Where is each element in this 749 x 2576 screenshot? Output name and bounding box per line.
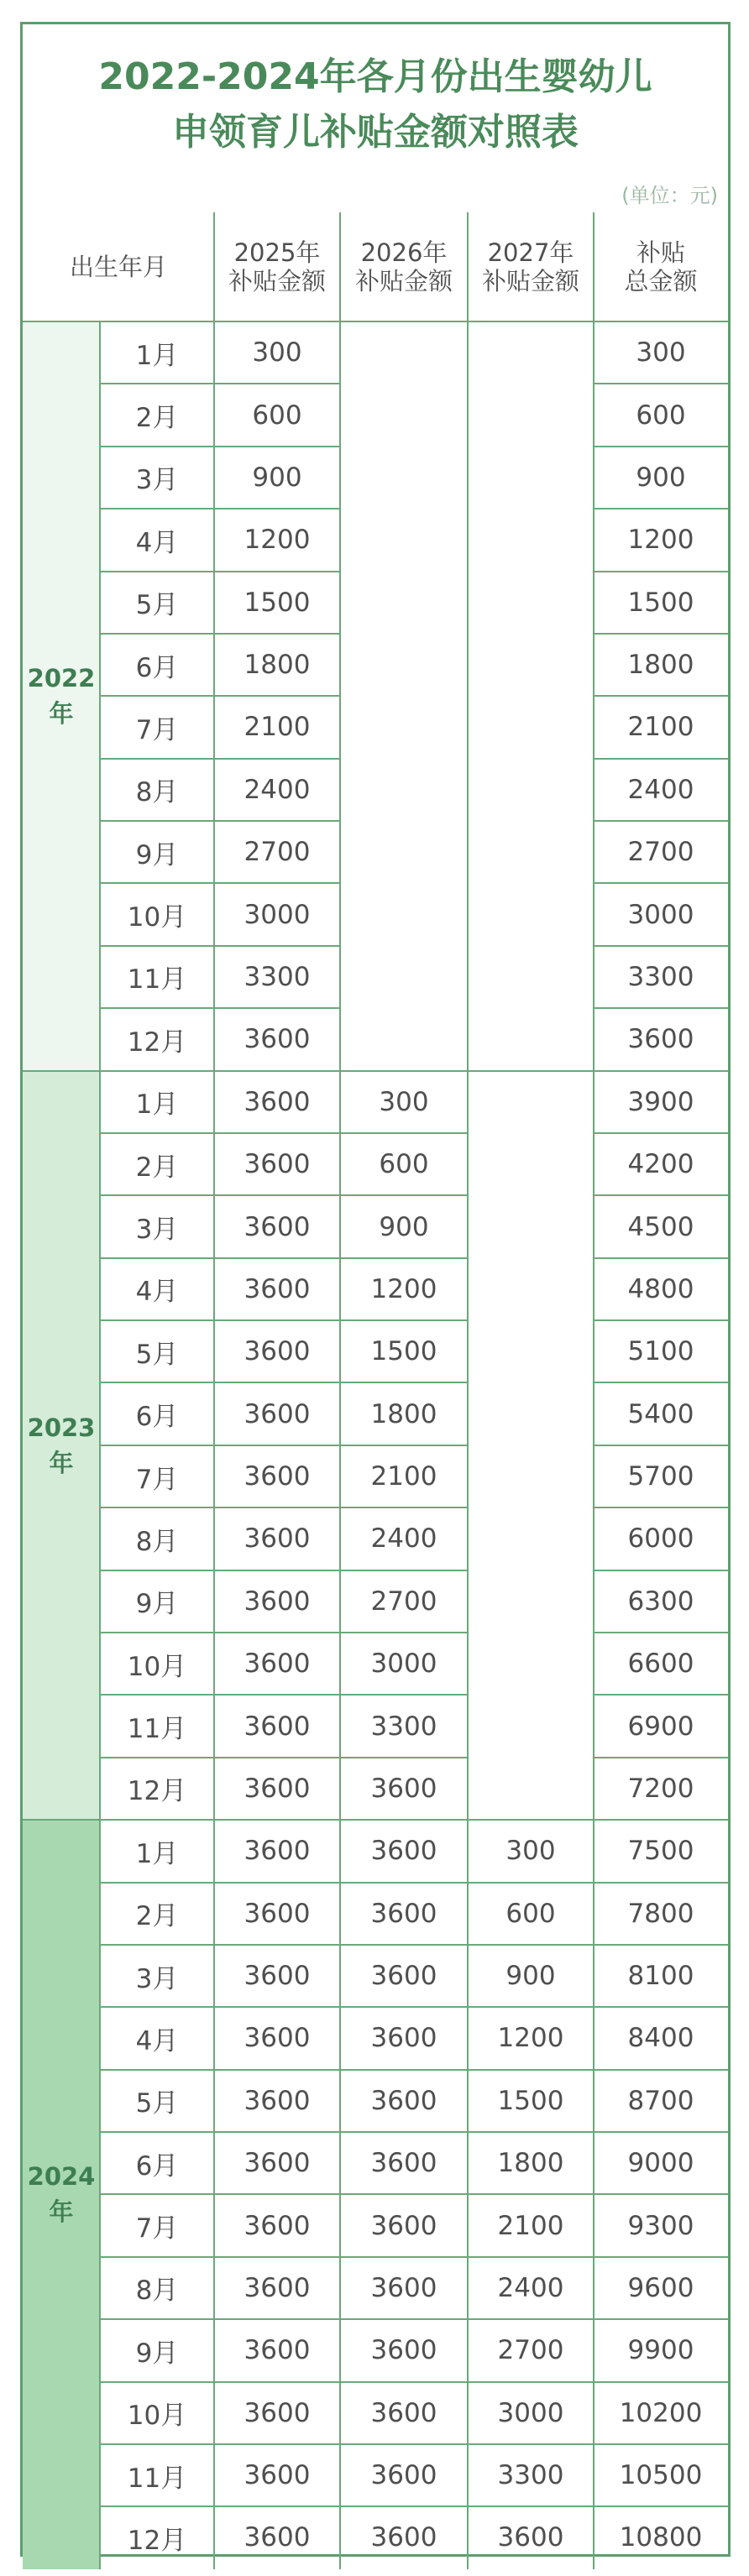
- total-subsidy-cell: 7500: [627, 1836, 694, 1867]
- grid-line-h: [594, 1319, 728, 1321]
- grid-line-h: [340, 2006, 468, 2008]
- grid-line-h: [340, 2443, 468, 2445]
- subsidy-2025-cell: 3600: [244, 2210, 311, 2241]
- subsidy-2026-cell: 3600: [370, 2522, 437, 2553]
- header-2025-subsidy: [214, 212, 340, 321]
- month-cell: 5月: [135, 590, 179, 621]
- total-subsidy-cell: 10500: [619, 2460, 703, 2491]
- subsidy-2027-cell: 2700: [497, 2335, 564, 2366]
- grid-line-h: [594, 2318, 728, 2320]
- month-cell: 5月: [135, 1339, 179, 1370]
- grid-line-h: [100, 2131, 340, 2133]
- total-subsidy-cell: 5100: [627, 1336, 694, 1367]
- subsidy-table-frame: [20, 22, 731, 2557]
- grid-line-h: [100, 2256, 340, 2258]
- subsidy-2025-cell: 300: [252, 337, 302, 368]
- month-cell: 1月: [135, 340, 179, 371]
- grid-line-h: [340, 1194, 468, 1196]
- total-subsidy-cell: 8100: [627, 1961, 694, 1992]
- grid-line-h: [594, 571, 728, 572]
- subsidy-2025-cell: 900: [252, 462, 302, 493]
- grid-line-h: [100, 1132, 340, 1134]
- year-label-text: 年: [49, 1448, 74, 1477]
- month-cell: 2月: [135, 403, 179, 434]
- grid-line-h: [468, 2318, 594, 2320]
- subsidy-2025-cell: 2700: [244, 837, 311, 868]
- grid-line-h: [594, 2256, 728, 2258]
- grid-line-h: [468, 1944, 594, 1946]
- grid-line-h: [594, 1694, 728, 1696]
- month-cell: 9月: [135, 839, 179, 870]
- total-subsidy-cell: 6000: [627, 1523, 694, 1554]
- total-subsidy-cell: 10200: [619, 2397, 703, 2428]
- grid-line-h: [340, 1882, 468, 1884]
- subsidy-2026-cell: 3300: [370, 1711, 437, 1742]
- grid-line-h: [100, 2318, 340, 2320]
- subsidy-2027-cell: 600: [505, 1898, 556, 1929]
- subsidy-2025-cell: 3600: [244, 2397, 311, 2428]
- month-cell: 4月: [135, 1277, 179, 1308]
- grid-line-h: [100, 1694, 340, 1696]
- grid-line-h: [100, 1507, 340, 1508]
- grid-line-h: [468, 2193, 594, 2195]
- grid-line-h: [594, 695, 728, 697]
- subsidy-2026-cell: 600: [379, 1149, 429, 1180]
- month-cell: 6月: [135, 1402, 179, 1433]
- total-subsidy-cell: 8700: [627, 2085, 694, 2116]
- grid-line-h: [100, 882, 340, 884]
- total-subsidy-cell: 6300: [627, 1586, 694, 1617]
- total-subsidy-cell: 9300: [627, 2210, 694, 2241]
- year-label-text: 年: [49, 2197, 74, 2227]
- subsidy-2025-cell: 3600: [244, 2272, 311, 2303]
- subsidy-2027-cell: 1200: [497, 2023, 564, 2054]
- grid-line-h: [468, 2131, 594, 2133]
- subsidy-2025-cell: 3600: [244, 1273, 311, 1304]
- month-cell: 9月: [135, 2338, 179, 2369]
- subsidy-2025-cell: 3600: [244, 2085, 311, 2116]
- grid-line-h: [100, 508, 340, 509]
- subsidy-2025-cell: 2100: [244, 712, 311, 743]
- grid-line-h: [594, 945, 728, 947]
- grid-line-h: [23, 1070, 728, 1072]
- header-total-subsidy-line: 补贴: [636, 238, 685, 267]
- month-cell: 8月: [135, 777, 179, 808]
- subsidy-2025-cell: 3600: [244, 1398, 311, 1429]
- grid-line-h: [340, 1319, 468, 1321]
- grid-line-h: [468, 2069, 594, 2071]
- grid-line-h: [100, 1319, 340, 1321]
- grid-line-h: [594, 1445, 728, 1446]
- subsidy-2026-cell: 3600: [370, 2210, 437, 2241]
- subsidy-2027-cell: 3000: [497, 2397, 564, 2428]
- year-label-2024: [23, 1820, 100, 2569]
- subsidy-2026-cell: 3600: [370, 2023, 437, 2054]
- subsidy-2026-cell: 2400: [370, 1523, 437, 1554]
- grid-line-h: [100, 1944, 340, 1946]
- grid-line-h: [100, 820, 340, 822]
- grid-line-v: [99, 321, 101, 2569]
- header-2027-subsidy: [468, 212, 594, 321]
- grid-line-h: [340, 2069, 468, 2071]
- grid-line-h: [594, 446, 728, 447]
- subsidy-2025-cell: 3600: [244, 1711, 311, 1742]
- header-2026-subsidy-line: 补贴金额: [354, 267, 453, 295]
- subsidy-2026-cell: 3600: [370, 2335, 437, 2366]
- subsidy-2026-cell: 1800: [370, 1398, 437, 1429]
- grid-line-v: [213, 212, 215, 2569]
- grid-line-h: [100, 2443, 340, 2445]
- grid-line-h: [594, 1507, 728, 1508]
- total-subsidy-cell: 2700: [627, 837, 694, 868]
- header-total-subsidy: [594, 212, 728, 321]
- unit-note: (单位：元): [621, 184, 718, 207]
- subsidy-2027-cell: 300: [505, 1836, 556, 1867]
- year-label-2022: [23, 321, 100, 1071]
- grid-line-h: [340, 2193, 468, 2195]
- subsidy-2025-cell: 3600: [244, 2335, 311, 2366]
- total-subsidy-cell: 5400: [627, 1398, 694, 1429]
- grid-line-h: [100, 1570, 340, 1571]
- grid-line-h: [594, 508, 728, 509]
- total-subsidy-cell: 6600: [627, 1649, 694, 1680]
- grid-line-h: [340, 1507, 468, 1508]
- subsidy-2025-cell: 3600: [244, 2148, 311, 2179]
- subsidy-2025-cell: 3000: [244, 899, 311, 930]
- month-cell: 12月: [127, 1027, 187, 1058]
- grid-line-h: [100, 1007, 340, 1009]
- subsidy-2025-cell: 3600: [244, 1024, 311, 1055]
- subsidy-2025-cell: 2400: [244, 774, 311, 805]
- subsidy-2027-cell: 2100: [497, 2210, 564, 2241]
- grid-line-h: [594, 882, 728, 884]
- subsidy-2025-cell: 1500: [244, 587, 311, 618]
- total-subsidy-cell: 1200: [627, 525, 694, 556]
- grid-line-h: [340, 1257, 468, 1259]
- subsidy-2026-cell: 3600: [370, 2397, 437, 2428]
- total-subsidy-cell: 4800: [627, 1273, 694, 1304]
- month-cell: 12月: [127, 1776, 187, 1807]
- total-subsidy-cell: 7800: [627, 1898, 694, 1929]
- subsidy-2025-cell: 3300: [244, 961, 311, 992]
- total-subsidy-cell: 9900: [627, 2335, 694, 2366]
- subsidy-2027-cell: 1500: [497, 2085, 564, 2116]
- grid-line-h: [340, 1694, 468, 1696]
- grid-line-h: [100, 446, 340, 447]
- header-2027-subsidy-line: 补贴金额: [481, 267, 579, 295]
- grid-line-h: [23, 1819, 728, 1821]
- month-cell: 9月: [135, 1589, 179, 1620]
- grid-line-h: [594, 383, 728, 384]
- grid-line-h: [23, 321, 728, 322]
- grid-line-v: [593, 212, 594, 2569]
- total-subsidy-cell: 3000: [627, 899, 694, 930]
- total-subsidy-cell: 3900: [627, 1086, 694, 1117]
- subsidy-2027-cell: 2400: [497, 2272, 564, 2303]
- subsidy-2025-cell: 3600: [244, 2023, 311, 2054]
- month-cell: 12月: [127, 2525, 187, 2556]
- grid-line-h: [340, 1445, 468, 1446]
- month-cell: 10月: [127, 902, 187, 933]
- header-birth-month: 出生年月: [69, 253, 167, 281]
- total-subsidy-cell: 10800: [619, 2522, 703, 2553]
- subsidy-2027-cell: 1800: [497, 2148, 564, 2179]
- header-total-subsidy-line: 总金额: [624, 267, 698, 295]
- grid-line-h: [100, 2381, 340, 2383]
- total-subsidy-cell: 8400: [627, 2023, 694, 2054]
- subsidy-2025-cell: 3600: [244, 1336, 311, 1367]
- grid-line-h: [340, 1382, 468, 1383]
- grid-line-h: [594, 1632, 728, 1633]
- grid-line-h: [594, 2381, 728, 2383]
- grid-line-h: [594, 820, 728, 822]
- subsidy-2026-cell: 2100: [370, 1461, 437, 1492]
- grid-line-h: [100, 2193, 340, 2195]
- subsidy-2025-cell: 3600: [244, 1649, 311, 1680]
- grid-line-h: [594, 633, 728, 635]
- month-cell: 11月: [127, 964, 187, 995]
- subsidy-2025-cell: 3600: [244, 2522, 311, 2553]
- grid-line-h: [100, 383, 340, 384]
- grid-line-h: [100, 695, 340, 697]
- grid-line-h: [594, 1570, 728, 1571]
- grid-line-h: [594, 2006, 728, 2008]
- total-subsidy-cell: 4500: [627, 1211, 694, 1242]
- subsidy-2025-cell: 3600: [244, 1211, 311, 1242]
- grid-line-v: [339, 212, 341, 2569]
- grid-line-h: [340, 1632, 468, 1633]
- subsidy-2025-cell: 3600: [244, 2460, 311, 2491]
- grid-line-h: [100, 758, 340, 760]
- grid-line-h: [100, 1257, 340, 1259]
- grid-line-v: [467, 212, 469, 2569]
- total-subsidy-cell: 9000: [627, 2148, 694, 2179]
- subsidy-2026-cell: 1200: [370, 1273, 437, 1304]
- subsidy-2026-cell: 3600: [370, 1961, 437, 1992]
- month-cell: 4月: [135, 527, 179, 558]
- month-cell: 8月: [135, 2276, 179, 2307]
- subsidy-2025-cell: 600: [252, 400, 302, 431]
- grid-line-h: [468, 1882, 594, 1884]
- month-cell: 2月: [135, 1152, 179, 1183]
- subsidy-2025-cell: 3600: [244, 1523, 311, 1554]
- title-line-2: 申领育儿补贴金额对照表: [172, 111, 579, 154]
- month-cell: 10月: [127, 2401, 187, 2432]
- header-2026-subsidy-line: 2026年: [360, 238, 448, 267]
- subsidy-2025-cell: 1800: [244, 650, 311, 681]
- subsidy-2026-cell: 3600: [370, 2085, 437, 2116]
- year-label-2023: [23, 1071, 100, 1821]
- month-cell: 3月: [135, 465, 179, 496]
- grid-line-h: [594, 1944, 728, 1946]
- page-title: [23, 50, 728, 160]
- total-subsidy-cell: 5700: [627, 1461, 694, 1492]
- subsidy-2025-cell: 3600: [244, 1461, 311, 1492]
- month-cell: 6月: [135, 652, 179, 683]
- grid-line-h: [594, 2069, 728, 2071]
- grid-line-h: [340, 2505, 468, 2507]
- subsidy-2026-cell: 3600: [370, 2272, 437, 2303]
- title-line-1: 2022-2024年各月份出生婴幼儿: [98, 55, 652, 98]
- month-cell: 7月: [135, 1464, 179, 1495]
- month-cell: 1月: [135, 1838, 179, 1869]
- total-subsidy-cell: 300: [636, 337, 686, 368]
- grid-line-h: [468, 2505, 594, 2507]
- total-subsidy-cell: 9600: [627, 2272, 694, 2303]
- subsidy-table: [23, 212, 728, 2557]
- subsidy-2026-cell: 3600: [370, 1898, 437, 1929]
- month-cell: 1月: [135, 1089, 179, 1121]
- grid-line-h: [340, 1132, 468, 1134]
- subsidy-2026-cell: 2700: [370, 1586, 437, 1617]
- subsidy-2025-cell: 1200: [244, 525, 311, 556]
- total-subsidy-cell: 1500: [627, 587, 694, 618]
- header-2027-subsidy-line: 2027年: [487, 238, 574, 267]
- grid-line-h: [594, 1757, 728, 1758]
- grid-line-h: [100, 1632, 340, 1633]
- subsidy-2026-cell: 900: [379, 1211, 429, 1242]
- grid-line-h: [594, 2193, 728, 2195]
- grid-line-h: [100, 2006, 340, 2008]
- subsidy-2025-cell: 3600: [244, 1898, 311, 1929]
- grid-line-h: [100, 1445, 340, 1446]
- header-2026-subsidy: [340, 212, 468, 321]
- month-cell: 7月: [135, 714, 179, 745]
- grid-line-h: [594, 1132, 728, 1134]
- total-subsidy-cell: 2100: [627, 712, 694, 743]
- grid-line-h: [594, 1007, 728, 1009]
- grid-line-h: [100, 571, 340, 572]
- grid-line-h: [594, 1882, 728, 1884]
- month-cell: 5月: [135, 2088, 179, 2119]
- grid-line-h: [100, 1757, 340, 1758]
- subsidy-2027-cell: 3600: [497, 2522, 564, 2553]
- year-label-text: 2022: [27, 664, 96, 693]
- grid-line-h: [340, 2381, 468, 2383]
- grid-line-h: [340, 2318, 468, 2320]
- total-subsidy-cell: 4200: [627, 1149, 694, 1180]
- grid-line-h: [468, 2256, 594, 2258]
- grid-line-h: [594, 1382, 728, 1383]
- subsidy-2027-cell: 900: [505, 1961, 556, 1992]
- total-subsidy-cell: 7200: [627, 1773, 694, 1804]
- month-cell: 2月: [135, 1901, 179, 1932]
- total-subsidy-cell: 3300: [627, 961, 694, 992]
- total-subsidy-cell: 1800: [627, 650, 694, 681]
- subsidy-2025-cell: 3600: [244, 1586, 311, 1617]
- year-label-text: 2023: [27, 1413, 96, 1442]
- month-cell: 11月: [127, 1714, 187, 1745]
- subsidy-2026-cell: 3000: [370, 1649, 437, 1680]
- month-cell: 10月: [127, 1651, 187, 1682]
- grid-line-h: [100, 1382, 340, 1383]
- subsidy-2027-cell: 3300: [497, 2460, 564, 2491]
- subsidy-2026-cell: 3600: [370, 2148, 437, 2179]
- month-cell: 3月: [135, 1963, 179, 1994]
- grid-line-h: [340, 2256, 468, 2258]
- subsidy-2026-cell: 300: [379, 1086, 429, 1117]
- total-subsidy-cell: 6900: [627, 1711, 694, 1742]
- grid-line-h: [594, 1257, 728, 1259]
- grid-line-h: [340, 2131, 468, 2133]
- grid-line-h: [100, 1194, 340, 1196]
- grid-line-h: [468, 2443, 594, 2445]
- grid-line-h: [340, 1944, 468, 1946]
- subsidy-2025-cell: 3600: [244, 1086, 311, 1117]
- grid-line-h: [340, 1570, 468, 1571]
- month-cell: 8月: [135, 1526, 179, 1557]
- grid-line-h: [100, 1882, 340, 1884]
- total-subsidy-cell: 3600: [627, 1024, 694, 1055]
- grid-line-h: [594, 2505, 728, 2507]
- month-cell: 11月: [127, 2463, 187, 2494]
- grid-line-h: [594, 1194, 728, 1196]
- total-subsidy-cell: 2400: [627, 774, 694, 805]
- subsidy-2025-cell: 3600: [244, 1773, 311, 1804]
- subsidy-2026-cell: 3600: [370, 1773, 437, 1804]
- year-label-text: 年: [49, 699, 74, 729]
- month-cell: 3月: [135, 1215, 179, 1245]
- grid-line-h: [100, 2505, 340, 2507]
- grid-line-h: [468, 2381, 594, 2383]
- month-cell: 7月: [135, 2213, 179, 2244]
- grid-line-h: [100, 2069, 340, 2071]
- year-label-text: 2024: [27, 2162, 96, 2192]
- header-2025-subsidy-line: 2025年: [233, 238, 321, 267]
- month-cell: 4月: [135, 2025, 179, 2056]
- grid-line-h: [594, 2131, 728, 2133]
- total-subsidy-cell: 900: [636, 462, 686, 493]
- subsidy-2025-cell: 3600: [244, 1836, 311, 1867]
- subsidy-2026-cell: 3600: [370, 2460, 437, 2491]
- grid-line-h: [340, 1757, 468, 1758]
- grid-line-h: [594, 2443, 728, 2445]
- grid-line-h: [100, 945, 340, 947]
- grid-line-h: [100, 633, 340, 635]
- subsidy-2025-cell: 3600: [244, 1149, 311, 1180]
- subsidy-2025-cell: 3600: [244, 1961, 311, 1992]
- subsidy-2026-cell: 1500: [370, 1336, 437, 1367]
- subsidy-2026-cell: 3600: [370, 1836, 437, 1867]
- header-2025-subsidy-line: 补贴金额: [228, 267, 326, 295]
- grid-line-h: [594, 758, 728, 760]
- total-subsidy-cell: 600: [636, 400, 686, 431]
- grid-line-h: [468, 2006, 594, 2008]
- month-cell: 6月: [135, 2150, 179, 2182]
